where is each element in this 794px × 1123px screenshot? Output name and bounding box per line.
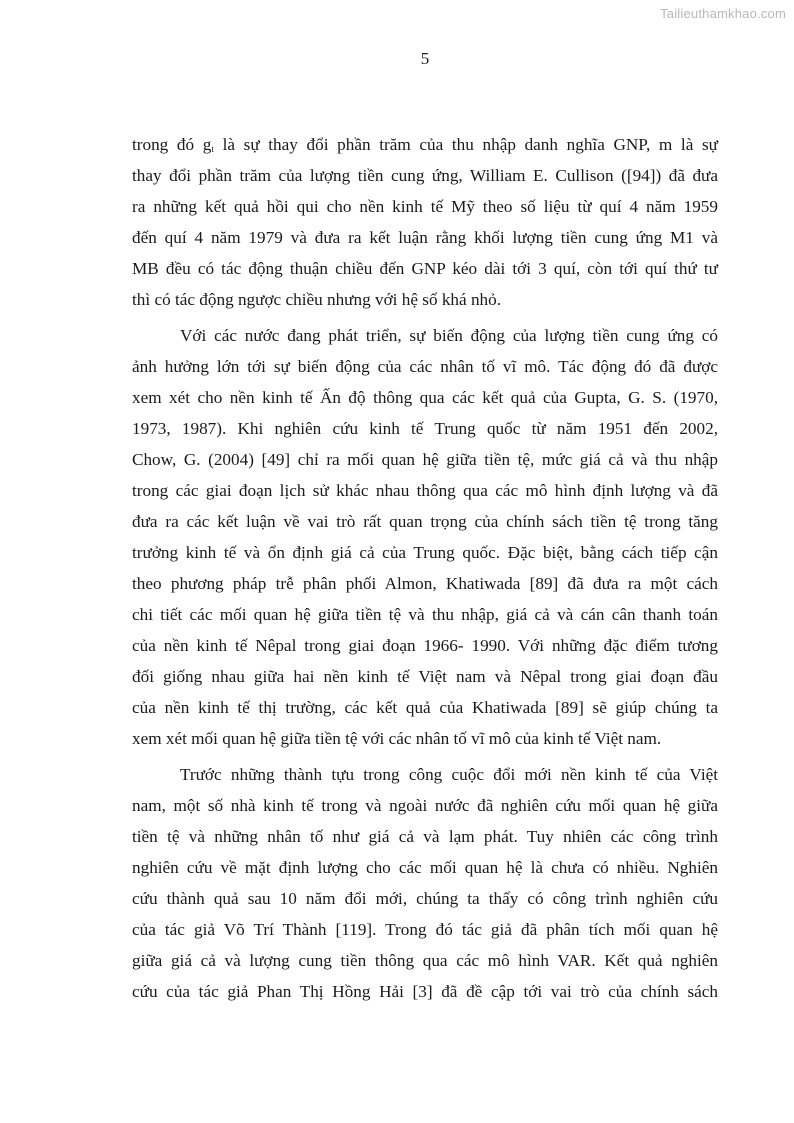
text-line: ảnh hưởng lớn tới sự biến động của các nhân tố vĩ mô. Tác động đó đã được (132, 357, 718, 376)
text-line: trong các giai đoạn lịch sử khác nhau thông qua các mô hình định lượng và đã (132, 481, 718, 500)
page-number: 5 (420, 49, 430, 68)
text-line: giữa giá cả và lượng cung tiền thông qua các mô hình VAR. Kết quả nghiên (132, 951, 718, 970)
text-line: tiền tệ và những nhân tố như giá cả và lạm phát. Tuy nhiên các công trình (132, 827, 718, 846)
text-line: theo phương pháp trễ phân phối Almon, Khatiwada [89] đã đưa ra một cách (132, 574, 718, 593)
text-line: Trước những thành tựu trong công cuộc đổi mới nền kinh tế của Việt (180, 765, 718, 784)
text-line: ra những kết quả hồi qui cho nền kinh tế Mỹ theo số liệu từ quí 4 năm 1959 (132, 197, 718, 216)
text-line: Với các nước đang phát triển, sự biến động của lượng tiền cung ứng có (180, 326, 718, 345)
paragraph-2 (132, 320, 718, 754)
text-line: xem xét cho nền kinh tế Ấn độ thông qua các kết quả của Gupta, G. S. (1970, (132, 388, 718, 407)
text-line: đến quí 4 năm 1979 và đưa ra kết luận rằng khối lượng tiền cung ứng M1 và (132, 228, 718, 247)
watermark: Tailieuthamkhao.com (660, 6, 786, 21)
text-line: thì có tác động ngược chiều nhưng với hệ số khá nhỏ. (132, 290, 502, 309)
text-fragment: trong đó g (132, 135, 212, 154)
text-line: xem xét mối quan hệ giữa tiền tệ với các nhân tố vĩ mô của kinh tế Việt nam. (132, 729, 662, 748)
text-line: nam, một số nhà kinh tế trong và ngoài nước đã nghiên cứu mối quan hệ giữa (132, 796, 718, 815)
text-line: Chow, G. (2004) [49] chỉ ra mối quan hệ giữa tiền tệ, mức giá cả và thu nhập (132, 450, 718, 469)
text-fragment: là sự thay đổi phần trăm của thu nhập danh nghĩa GNP, m là sự (213, 135, 719, 154)
document-body (132, 129, 718, 1007)
text-line: của nền kinh tế Nêpal trong giai đoạn 1966- 1990. Với những đặc điểm tương (132, 636, 718, 655)
text-line: cứu của tác giả Phan Thị Hồng Hải [3] đã đề cập tới vai trò của chính sách (132, 982, 718, 1001)
text-line: cứu thành quả sau 10 năm đổi mới, chúng ta thấy có công trình nghiên cứu (132, 889, 718, 908)
text-line: của nền kinh tế thị trường, các kết quả của Khatiwada [89] sẽ giúp chúng ta (132, 698, 718, 717)
text-line: nghiên cứu về mặt định lượng cho các mối quan hệ là chưa có nhiều. Nghiên (132, 858, 718, 877)
paragraph-1 (132, 129, 718, 315)
text-line: trưởng kinh tế và ổn định giá cả của Trung quốc. Đặc biệt, bằng cách tiếp cận (132, 543, 718, 562)
text-line: đưa ra các kết luận về vai trò rất quan trọng của chính sách tiền tệ trong tăng (132, 512, 718, 531)
text-line: đối giống nhau giữa hai nền kinh tế Việt nam và Nêpal trong giai đoạn đầu (132, 667, 718, 686)
paragraph-3 (132, 759, 718, 1007)
text-line: chi tiết các mối quan hệ giữa tiền tệ và thu nhập, giá cả và cán cân thanh toán (132, 605, 718, 624)
text-line: thay đổi phần trăm của lượng tiền cung ứng, William E. Cullison ([94]) đã đưa (132, 166, 718, 185)
subscript: t (211, 144, 214, 154)
text-line (132, 129, 718, 160)
text-line: MB đều có tác động thuận chiều đến GNP kéo dài tới 3 quí, còn tới quí thứ tư (132, 259, 718, 278)
text-line: 1973, 1987). Khi nghiên cứu kinh tế Trung quốc từ năm 1951 đến 2002, (132, 419, 718, 438)
text-line: của tác giả Võ Trí Thành [119]. Trong đó tác giả đã phân tích mối quan hệ (132, 920, 718, 939)
